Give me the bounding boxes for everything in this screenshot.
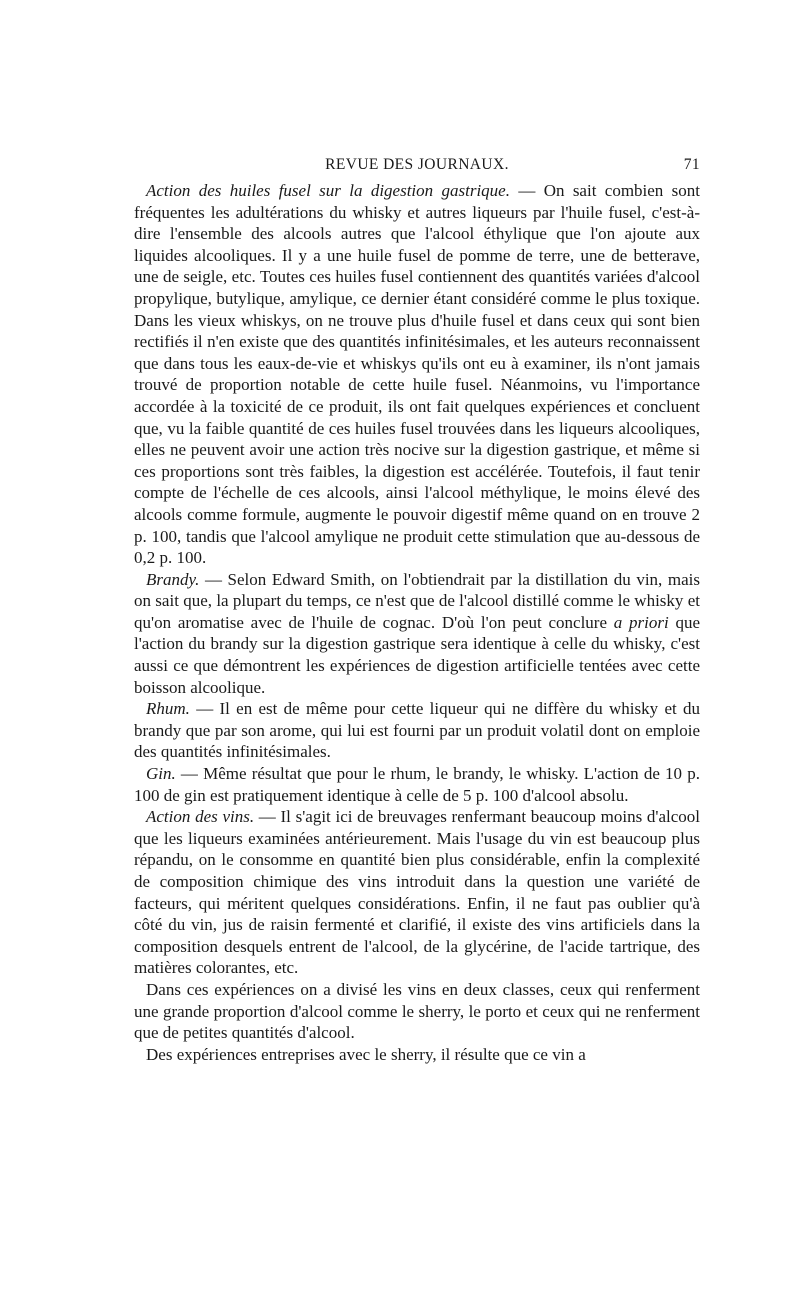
section-heading-brandy: Brandy. [146,569,200,589]
paragraph-wine-classes [134,979,700,1044]
paragraph-body: — Selon Edward Smith, on l'obtiendrait par la distillation du vin, mais on sait que, la plupart du temps, ce n'est que de l'alcool distillé comme le whisky et qu'on aromatise avec de l'huile de cognac. D'où l'on peut conclure [134,569,700,632]
paragraph-wines [134,806,700,979]
running-title: REVUE DES JOURNAUX. [325,156,509,173]
paragraph-body: — Il s'agit ici de breuvages renfermant beaucoup moins d'alcool que les liqueurs examinées antérieurement. Mais l'usage du vin est beaucoup plus répandu, on le consomme en quantité bien plus considérable, enfin la complexité de composition chimique des vins introduit dans la question une variété de facteurs, qui méritent quelques considérations. Enfin, il ne faut pas oublier qu'à côté du vin, jus de raisin fermenté et clarifié, il existe des vins artificiels dans la composition desquels entrent de l'alcool, de la glycérine, de l'acide tartrique, des matières colorantes, etc. [134,807,701,978]
paragraph-body: Des expériences entreprises avec le sherry, il résulte que ce vin a [146,1044,586,1064]
paragraph-body: — Il en est de même pour cette liqueur qui ne diffère du whisky et du brandy que par son arome, qui lui est fourni par un produit volatil dont on emploie des quantités infinitésimales. [134,699,700,762]
paragraph-gin [134,763,700,806]
paragraph-body: — Même résultat que pour le rhum, le brandy, le whisky. L'action de 10 p. 100 de gin est pratiquement identique à celle de 5 p. 100 d'alcool absolu. [134,764,700,805]
journal-page [134,154,700,1065]
section-heading-fusel-oils: Action des huiles fusel sur la digestion gastrique. [146,181,510,200]
section-heading-wines: Action des vins. [146,807,255,827]
latin-phrase: a priori [613,612,669,632]
paragraph-rhum [134,698,700,763]
section-heading-gin: Gin. [146,764,176,784]
page-number: 71 [683,156,700,173]
section-heading-rhum: Rhum. [146,699,190,719]
paragraph-body: que l'action du brandy sur la digestion gastrique sera identique à celle du whisky, c'est aussi ce que démontrent les expériences de digestion artificielle tentées avec cette boisson alcoolique. [134,612,701,697]
paragraph-fusel-oils [134,180,700,569]
paragraph-body: — On sait combien sont fréquentes les adultérations du whisky et autres liqueurs par l'huile fusel, c'est-à-dire l'ensemble des alcools autres que l'alcool éthylique que l'on ajoute aux liquides alcooliques. Il y a une huile fusel de pomme de terre, une de betterave, une de seigle, etc. Toutes ces huiles fusel contiennent des quantités variées d'alcool propylique, butylique, amylique, ce dernier étant considéré comme le plus toxique. Dans les vieux whiskys, on ne trouve plus d'huile fusel et dans ceux qui sont bien rectifiés il n'en existe que des quantités infinitésimales, et les auteurs reconnaissent que dans tous les eaux-de-vie et whiskys qu'ils ont eu à examiner, ils n'ont jamais trouvé de proportion notable de cette huile fusel. Néanmoins, vu l'importance accordée à la toxicité de ce produit, ils ont fait quelques expériences et concluent que, vu la faible quantité de ces huiles fusel trouvées dans les liqueurs alcooliques, elles ne peuvent avoir une action très nocive sur la digestion gastrique, et même si ces proportions sont très faibles, la digestion est accélérée. Toutefois, il faut tenir compte de l'échelle de ces alcools, ainsi l'alcool méthylique, le moins élevé des alcools comme formule, augmente le pouvoir digestif même quand on en trouve 2 p. 100, tandis que l'alcool amylique ne produit cette stimulation que au-dessous de 0,2 p. 100. [134,181,701,568]
paragraph-body: Dans ces expériences on a divisé les vins en deux classes, ceux qui renferment une grande proportion d'alcool comme le sherry, le porto et ceux qui ne renferment que de petites quantités d'alcool. [134,979,700,1043]
paragraph-brandy [134,569,700,699]
paragraph-sherry [134,1044,700,1066]
running-header [134,154,700,180]
